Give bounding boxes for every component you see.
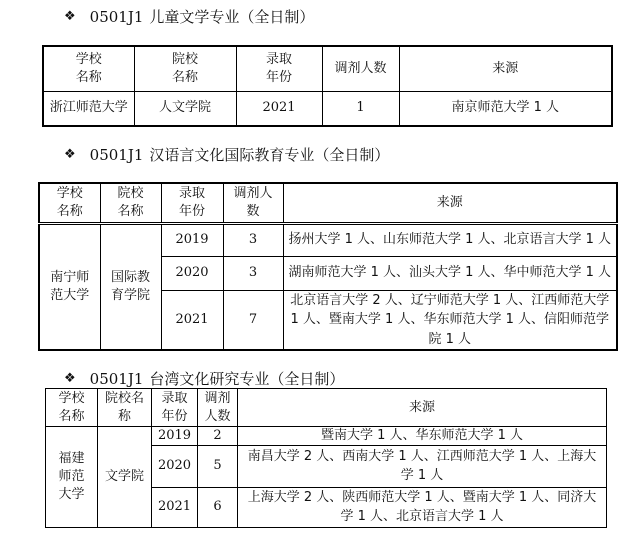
count-cell: 1 — [322, 91, 399, 126]
header-count: 调剂人 数 — [223, 183, 283, 223]
year-cell: 2021 — [152, 487, 198, 527]
source-cell: 南昌大学 2 人、西南大学 1 人、江西师范大学 1 人、上海大学 1 人 — [238, 445, 607, 487]
major-code: 0501J1 — [89, 369, 144, 388]
source-cell: 北京语言大学 2 人、辽宁师范大学 1 人、江西师范大学 1 人、暨南大学 1 人、华东师范大学 1 人、信阳师范学院 1 人 — [283, 290, 617, 350]
table-row — [46, 427, 607, 446]
count-cell: 3 — [223, 223, 283, 256]
school-name: 南宁师 范大学 — [39, 223, 100, 350]
college-name: 人文学院 — [134, 91, 236, 126]
source-cell: 上海大学 2 人、陕西师范大学 1 人、暨南大学 1 人、同济大学 1 人、北京语言大学 1 人 — [238, 487, 607, 527]
count-cell: 5 — [198, 445, 238, 487]
school-name: 福建 师范 大学 — [46, 427, 98, 528]
header-count: 调剂人数 — [322, 46, 399, 91]
header-college: 院校 名称 — [100, 183, 161, 223]
count-cell: 7 — [223, 290, 283, 350]
year-cell: 2021 — [236, 91, 322, 126]
major-title: 台湾文化研究专业（全日制） — [149, 370, 345, 388]
count-cell: 3 — [223, 256, 283, 290]
header-school: 学校 名称 — [39, 183, 100, 223]
count-cell: 2 — [198, 427, 238, 446]
year-cell: 2021 — [161, 290, 223, 350]
major-title: 汉语言文化国际教育专业（全日制） — [149, 146, 390, 164]
school-name: 浙江师范大学 — [43, 91, 134, 126]
header-count: 调剂 人数 — [198, 389, 238, 427]
diamond-bullet-icon: ❖ — [64, 371, 76, 386]
section-heading — [64, 6, 314, 27]
college-name: 文学院 — [98, 427, 152, 528]
header-year: 录取 年份 — [236, 46, 322, 91]
table-row — [43, 91, 612, 126]
header-school: 学校 名称 — [43, 46, 134, 91]
source-cell: 扬州大学 1 人、山东师范大学 1 人、北京语言大学 1 人 — [283, 223, 617, 256]
year-cell: 2019 — [161, 223, 223, 256]
source-cell: 南京师范大学 1 人 — [399, 91, 612, 126]
header-year: 录取 年份 — [161, 183, 223, 223]
adjustment-table — [45, 388, 607, 528]
major-code: 0501J1 — [89, 145, 144, 164]
year-cell: 2020 — [152, 445, 198, 487]
header-college: 院校 名称 — [134, 46, 236, 91]
header-source: 来源 — [283, 183, 617, 223]
header-school: 学校 名称 — [46, 389, 98, 427]
table-row — [39, 223, 617, 256]
adjustment-table — [42, 45, 613, 127]
count-cell: 6 — [198, 487, 238, 527]
year-cell: 2019 — [152, 427, 198, 446]
section-heading — [64, 368, 344, 389]
section-heading — [64, 144, 389, 165]
header-source: 来源 — [399, 46, 612, 91]
header-source: 来源 — [238, 389, 607, 427]
diamond-bullet-icon: ❖ — [64, 147, 76, 162]
header-year: 录取 年份 — [152, 389, 198, 427]
college-name: 国际教 育学院 — [100, 223, 161, 350]
major-title: 儿童文学专业（全日制） — [149, 8, 315, 26]
major-code: 0501J1 — [89, 7, 144, 26]
source-cell: 暨南大学 1 人、华东师范大学 1 人 — [238, 427, 607, 446]
adjustment-table — [38, 182, 618, 351]
source-cell: 湖南师范大学 1 人、汕头大学 1 人、华中师范大学 1 人 — [283, 256, 617, 290]
year-cell: 2020 — [161, 256, 223, 290]
diamond-bullet-icon: ❖ — [64, 9, 76, 24]
header-college: 院校名 称 — [98, 389, 152, 427]
